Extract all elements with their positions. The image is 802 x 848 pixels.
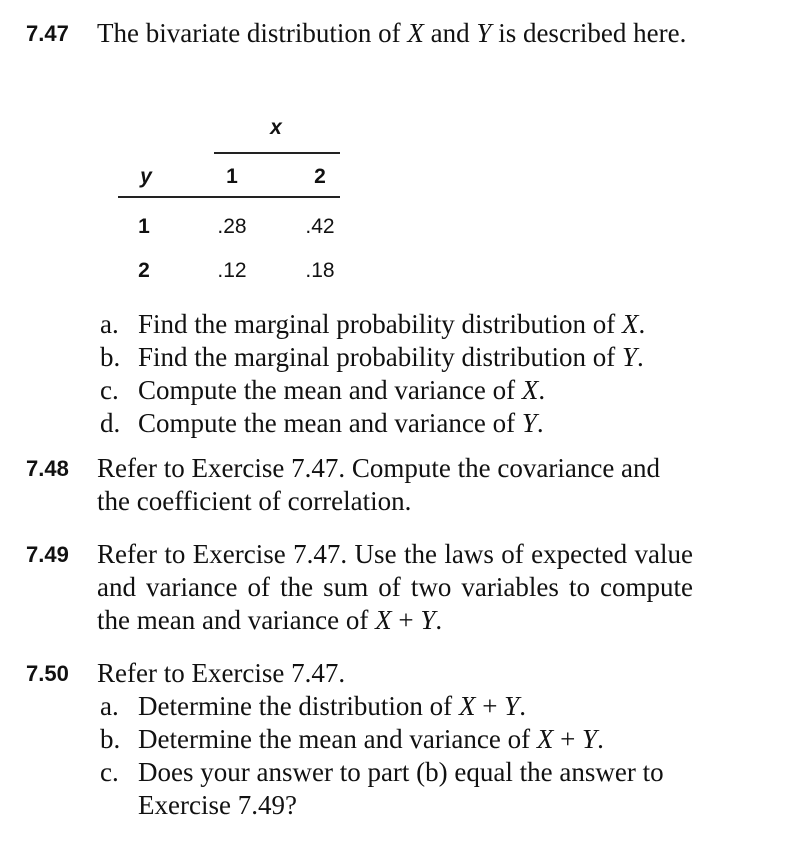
part-label: c. [100,757,119,787]
part-c [100,374,720,407]
part-d [100,407,720,440]
exercise-number: 7.49 [26,542,69,567]
exercise-number: 7.47 [26,21,69,46]
column-label: 1 [226,165,238,188]
part-label: b. [100,724,121,754]
exercise-intro: The bivariate distribution of X and Y is described here. [97,18,687,48]
part-a [100,690,690,723]
exercise-7-50 [26,657,706,690]
column-rule [118,196,340,198]
exercise-7-50-parts [100,690,690,822]
part-text: Does your answer to part (b) equal the answer to Exercise 7.49? [138,757,664,820]
part-b [100,341,720,374]
part-label: c. [100,375,119,405]
exercise-text: Refer to Exercise 7.47. Use the laws of expected value and variance of the sum of two variables to compute the mean and variance of X + Y. [97,539,693,635]
exercise-7-49 [26,538,706,637]
row-header-y: y [140,165,152,188]
part-text: Compute the mean and variance of Y. [138,408,544,438]
table-cell: .18 [305,259,335,282]
bivariate-table [0,0,802,300]
part-text: Determine the distribution of X + Y. [138,691,526,721]
table-cell: .42 [305,215,335,238]
exercise-text: Refer to Exercise 7.47. Compute the covariance and the coefficient of correlation. [97,453,661,516]
part-b [100,723,690,756]
exercise-number: 7.48 [26,456,69,481]
column-header-x: x [270,116,282,139]
table-cell: .12 [217,259,247,282]
exercise-number: 7.50 [26,661,69,686]
exercise-text: Refer to Exercise 7.47. [97,658,346,688]
part-label: b. [100,342,121,372]
column-label: 2 [314,165,326,188]
part-text: Find the marginal probability distribution of Y. [138,342,644,372]
part-label: a. [100,309,119,339]
table-cell: .28 [217,215,247,238]
part-a [100,308,720,341]
part-label: a. [100,691,119,721]
part-text: Find the marginal probability distribution of X. [138,309,646,339]
row-label: 1 [138,215,150,238]
part-c [100,756,690,822]
part-text: Compute the mean and variance of X. [138,375,546,405]
exercise-7-48 [26,452,706,518]
row-label: 2 [138,259,150,282]
part-text: Determine the mean and variance of X + Y. [138,724,604,754]
header-rule [214,152,340,154]
exercise-7-47-parts [100,308,720,440]
part-label: d. [100,408,121,438]
